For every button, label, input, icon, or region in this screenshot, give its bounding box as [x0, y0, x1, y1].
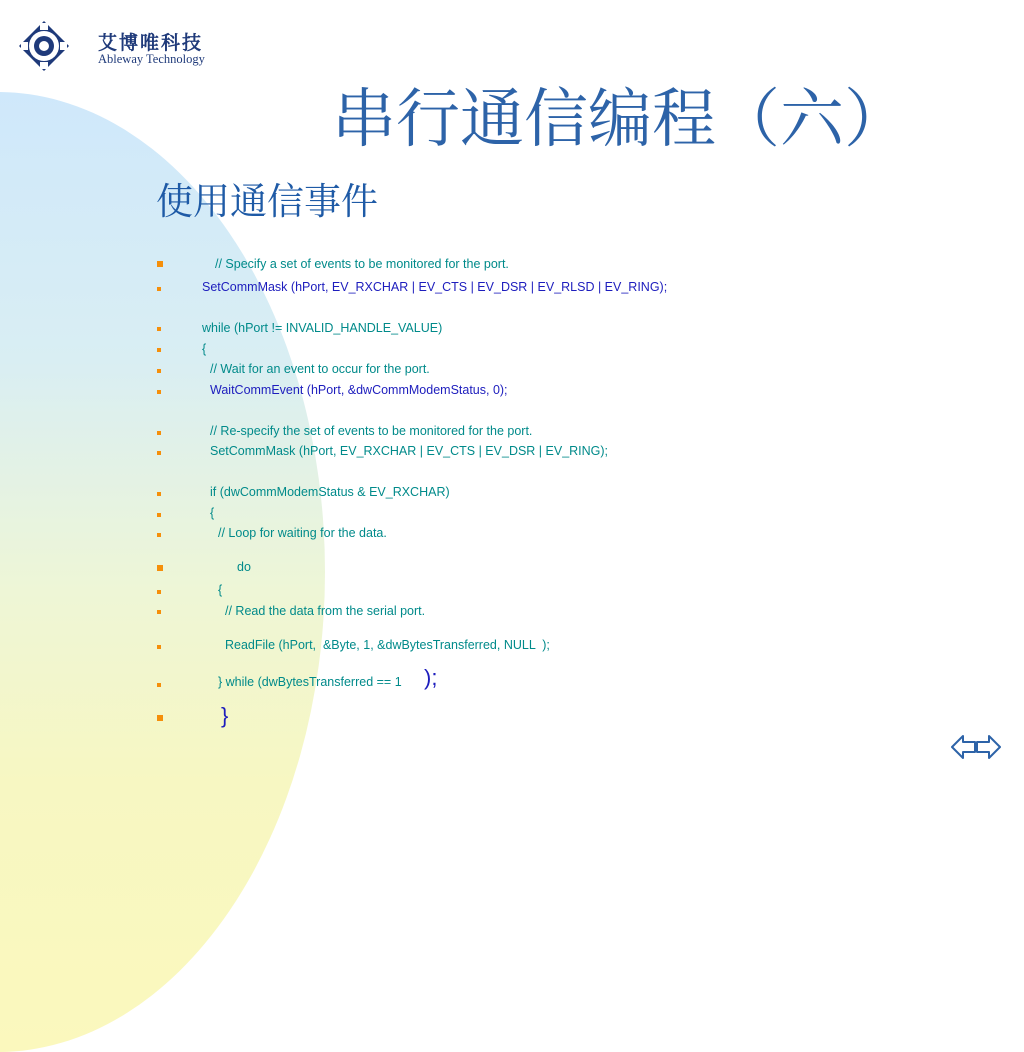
company-logo — [18, 20, 208, 75]
bullet-icon — [157, 610, 161, 614]
logo-emblem-icon — [18, 20, 70, 72]
bullet-icon — [157, 565, 163, 571]
code-line: while (hPort != INVALID_HANDLE_VALUE) — [202, 321, 443, 335]
logo-english-name: Ableway Technology — [98, 52, 205, 66]
code-line: } — [221, 703, 229, 728]
code-line: // Re-specify the set of events to be monitored for the port. — [210, 424, 533, 438]
code-line: { — [218, 583, 223, 597]
arrow-left-outline-icon[interactable] — [951, 733, 976, 761]
background-arc — [0, 92, 325, 1052]
code-line: // Specify a set of events to be monitored for the port. — [215, 257, 509, 271]
bullet-icon — [157, 533, 161, 537]
code-line: { — [210, 506, 215, 520]
code-line: // Wait for an event to occur for the port. — [210, 362, 430, 376]
code-line: SetCommMask (hPort, EV_RXCHAR | EV_CTS | EV_DSR | EV_RING); — [210, 444, 609, 458]
bullet-icon — [157, 327, 161, 331]
bullet-icon — [157, 348, 161, 352]
bullet-icon — [157, 645, 161, 649]
code-line-suffix: ); — [424, 665, 438, 690]
code-line: SetCommMask (hPort, EV_RXCHAR | EV_CTS | EV_DSR | EV_RLSD | EV_RING); — [202, 280, 668, 294]
code-line: { — [202, 342, 207, 356]
bullet-icon — [157, 715, 163, 721]
bullet-icon — [157, 451, 161, 455]
code-line: if (dwCommModemStatus & EV_RXCHAR) — [210, 485, 450, 499]
code-line: } while (dwBytesTransferred == 1 — [218, 675, 402, 689]
code-line: do — [237, 560, 251, 574]
bullet-icon — [157, 492, 161, 496]
bullet-icon — [157, 590, 161, 594]
bullet-icon — [157, 513, 161, 517]
bullet-icon — [157, 390, 161, 394]
arrow-right-outline-icon[interactable] — [976, 733, 1001, 761]
code-line: ReadFile (hPort, &Byte, 1, &dwBytesTransferred, NULL ); — [225, 638, 550, 652]
bullet-icon — [157, 287, 161, 291]
slide-title: 串行通信编程（六） — [332, 83, 908, 157]
code-line: WaitCommEvent (hPort, &dwCommModemStatus, 0); — [210, 383, 508, 397]
slide-navigation — [951, 733, 1001, 761]
slide-subtitle: 使用通信事件 — [156, 180, 378, 223]
bullet-icon — [157, 431, 161, 435]
logo-chinese-name: 艾博唯科技 — [98, 32, 204, 54]
bullet-icon — [157, 683, 161, 687]
code-line: // Read the data from the serial port. — [225, 604, 426, 618]
bullet-icon — [157, 369, 161, 373]
bullet-icon — [157, 261, 163, 267]
code-line: // Loop for waiting for the data. — [218, 526, 387, 540]
